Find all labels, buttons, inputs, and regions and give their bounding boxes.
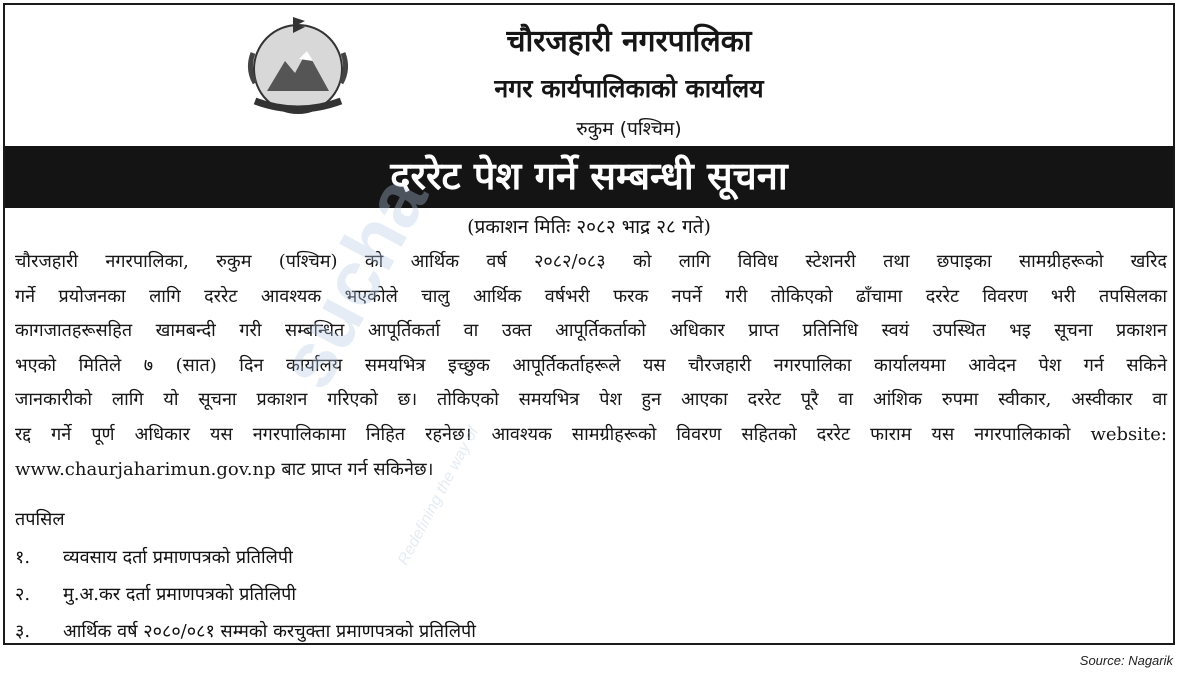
notice-frame [3,3,1175,645]
body-line: चौरजहारी नगरपालिका, रुकुम (पश्चिम) को आर्थिक वर्ष २०८२/०८३ को लागि विविध स्टेशनरी तथा छपाइका सामग्रीहरूको खरिद [15,251,1167,272]
body-line: रद्द गर्ने पूर्ण अधिकार यस नगरपालिकामा निहित रहनेछ। आवश्यक सामग्रीहरूको विवरण सहितको दररेट फाराम यस नगरपालिकाको website: [15,423,1167,445]
list-item [15,576,476,613]
list-item-text: व्यवसाय दर्ता प्रमाणपत्रको प्रतिलिपी [63,547,293,568]
attachments-heading: तपसिल [15,509,65,530]
list-item-number: ३. [15,621,31,642]
watermark-tagline: Redefining the way of [395,424,483,568]
body-line: भएको मितिले ७ (सात) दिन कार्यालय समयभित्र इच्छुक आपूर्तिकर्ताहरूले यस चौरजहारी नगरपालिका कार्यालयमा आवेदन पेश गर्न सकिने [15,354,1167,376]
body-line-website: www.chaurjaharimun.gov.np बाट प्राप्त गर्न सकिनेछ। [15,458,434,480]
list-item-number: २. [15,584,31,605]
office-subtitle: नगर कार्यपालिकाको कार्यालय [494,74,764,103]
list-item-number: १. [15,547,31,568]
notice-body [15,245,1167,487]
office-name: चौरजहारी नगरपालिका [506,24,752,59]
body-line: गर्ने प्रयोजनका लागि दररेट आवश्यक भएकोले चालु आर्थिक वर्षभरी फरक नपर्ने गरी तोकिएको ढाँचामा दररेट विवरण भरी तपसिलका [15,285,1167,307]
list-item-text: आर्थिक वर्ष २०८०/०८१ सम्मको करचुक्ता प्रमाणपत्रको प्रतिलिपी [63,621,476,642]
body-line: कागजातहरूसहित खामबन्दी गरी सम्बन्धित आपूर्तिकर्ता वा उक्त आपूर्तिकर्ताको अधिकार प्राप्त प्रतिनिधि स्वयं उपस्थित भइ सूचना प्रकाशन [15,320,1167,342]
body-line: जानकारीको लागि यो सूचना प्रकाशन गरिएको छ। तोकिएको समयभित्र पेश हुन आएका दररेट पूरै वा आंशिक रुपमा स्वीकार, अस्वीकार वा [15,389,1167,411]
attachments-list [15,539,476,650]
publication-date: (प्रकाशन मितिः २०८२ भाद्र २८ गते) [467,216,711,238]
office-location: रुकुम (पश्चिम) [576,118,682,140]
list-item-text: मु.अ.कर दर्ता प्रमाणपत्रको प्रतिलिपी [63,584,297,605]
source-credit: Source: Nagarik [1079,653,1173,668]
watermark: sucha [260,161,445,402]
notice-title: दररेट पेश गर्ने सम्बन्धी सूचना [5,146,1173,208]
list-item [15,613,476,650]
list-item [15,539,476,576]
